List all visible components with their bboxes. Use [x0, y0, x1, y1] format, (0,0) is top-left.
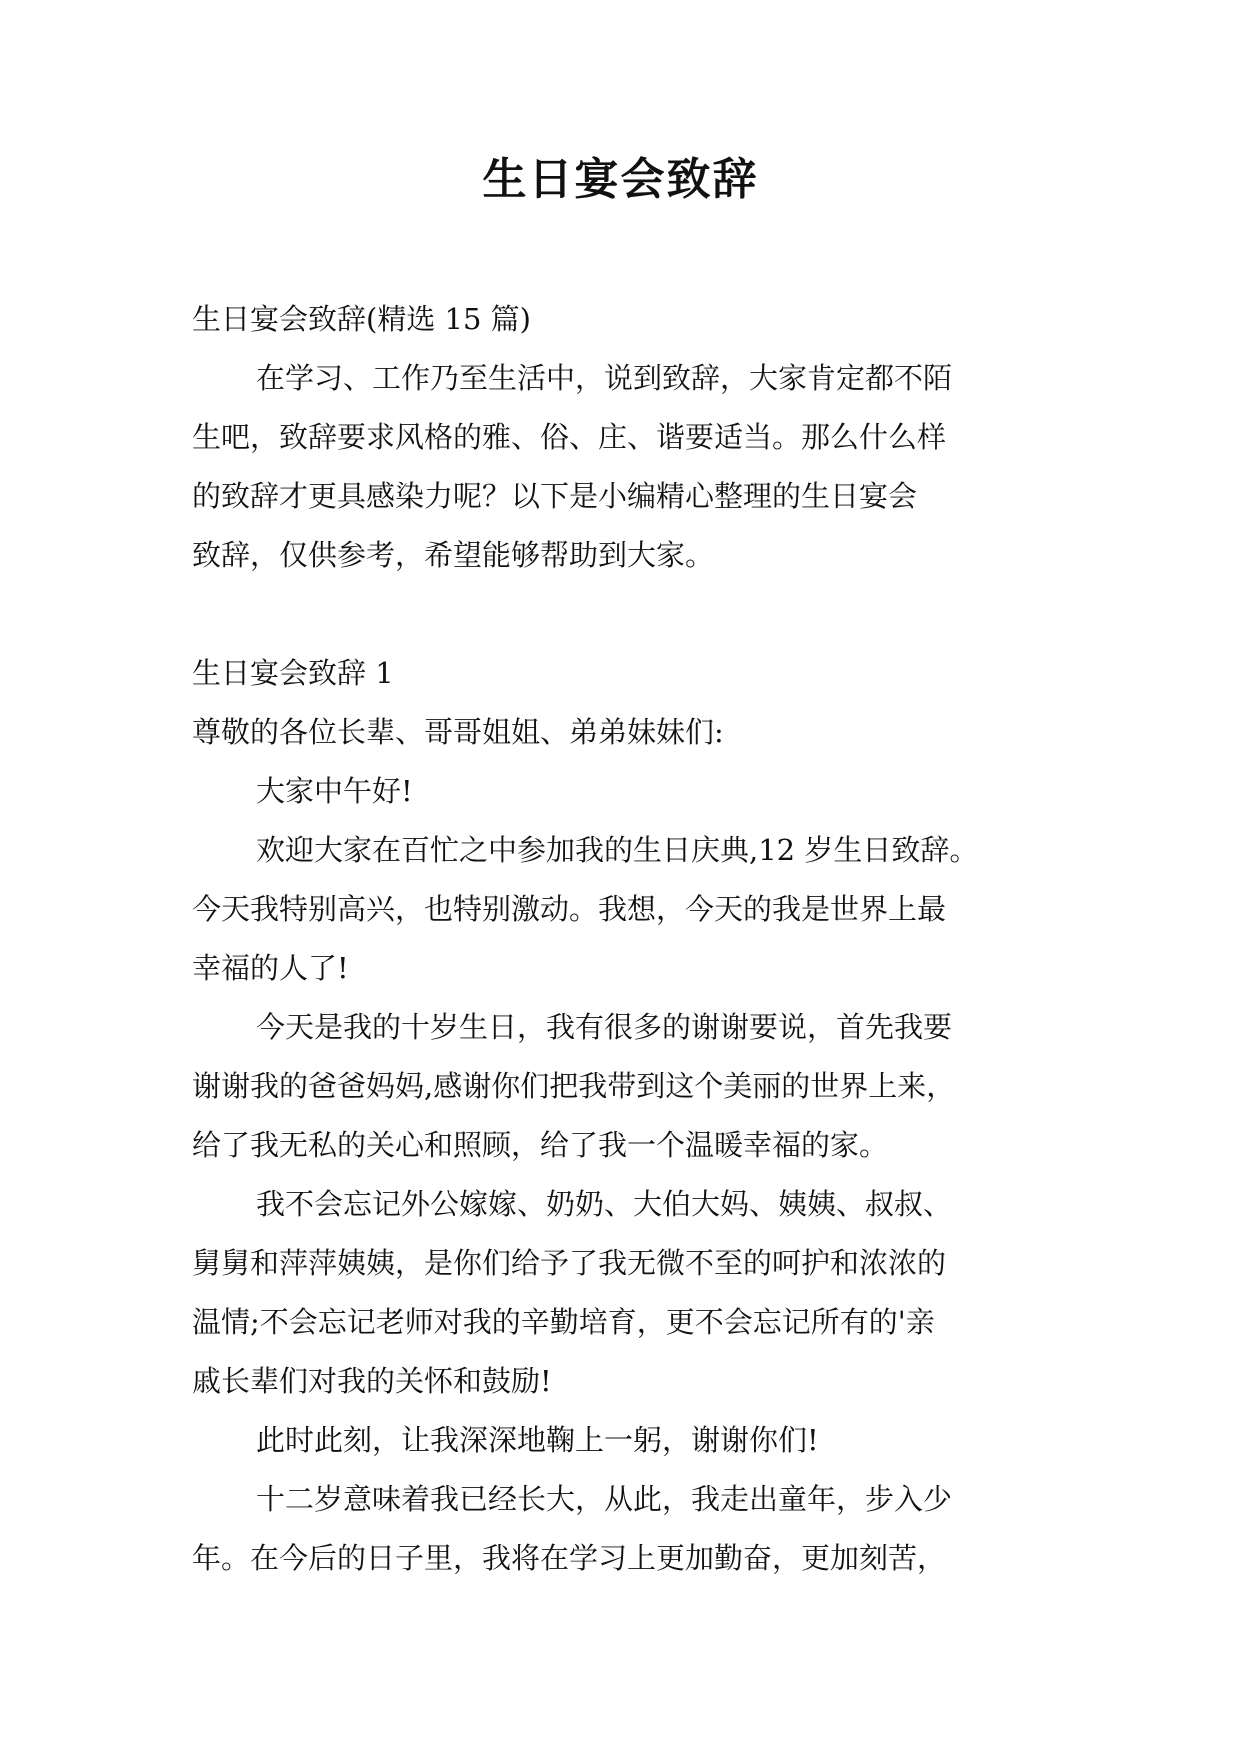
paragraph-gap	[192, 585, 1062, 644]
intro-line: 生吧，致辞要求风格的雅、俗、庄、谐要适当。那么什么样	[192, 420, 947, 454]
paragraph-line: 给了我无私的关心和照顾，给了我一个温暖幸福的家。	[192, 1128, 889, 1162]
salutation: 尊敬的各位长辈、哥哥姐姐、弟弟妹妹们:	[192, 715, 724, 749]
paragraph-line: 谢谢我的爸爸妈妈,感谢你们把我带到这个美丽的世界上来，	[192, 1069, 956, 1103]
intro-line: 致辞，仅供参考，希望能够帮助到大家。	[192, 538, 715, 572]
paragraph-line: 戚长辈们对我的关怀和鼓励!	[192, 1364, 552, 1398]
paragraph-line: 十二岁意味着我已经长大，从此，我走出童年，步入少	[256, 1482, 953, 1516]
paragraph-line: 我不会忘记外公嫁嫁、奶奶、大伯大妈、姨姨、叔叔、	[256, 1187, 953, 1221]
greeting: 大家中午好!	[256, 774, 413, 808]
paragraph-4: 此时此刻，让我深深地鞠上一躬，谢谢你们!	[256, 1423, 819, 1457]
paragraph-line: 温情;不会忘记老师对我的辛勤培育，更不会忘记所有的'亲	[192, 1305, 935, 1339]
paragraph-line: 今天我特别高兴，也特别激动。我想，今天的我是世界上最	[192, 892, 947, 926]
paragraph-2	[192, 998, 1062, 1175]
intro-line: 的致辞才更具感染力呢？以下是小编精心整理的生日宴会	[192, 479, 918, 513]
paragraph-5	[192, 1470, 1062, 1588]
paragraph-line: 欢迎大家在百忙之中参加我的生日庆典,12 岁生日致辞。	[256, 833, 979, 867]
paragraph-line: 幸福的人了!	[192, 951, 349, 985]
intro-line: 在学习、工作乃至生活中，说到致辞，大家肯定都不陌	[256, 361, 953, 395]
paragraph-line: 舅舅和萍萍姨姨，是你们给予了我无微不至的呵护和浓浓的	[192, 1246, 947, 1280]
section-heading: 生日宴会致辞 1	[192, 656, 394, 690]
document-body	[192, 290, 1062, 1588]
document-subtitle: 生日宴会致辞(精选 15 篇)	[192, 302, 531, 336]
paragraph-3	[192, 1175, 1062, 1411]
document-title: 生日宴会致辞	[482, 154, 759, 205]
intro-paragraph	[192, 349, 1062, 585]
paragraph-line: 今天是我的十岁生日，我有很多的谢谢要说，首先我要	[256, 1010, 953, 1044]
paragraph-1	[192, 821, 1062, 998]
paragraph-line: 年。在今后的日子里，我将在学习上更加勤奋，更加刻苦，	[192, 1541, 947, 1575]
